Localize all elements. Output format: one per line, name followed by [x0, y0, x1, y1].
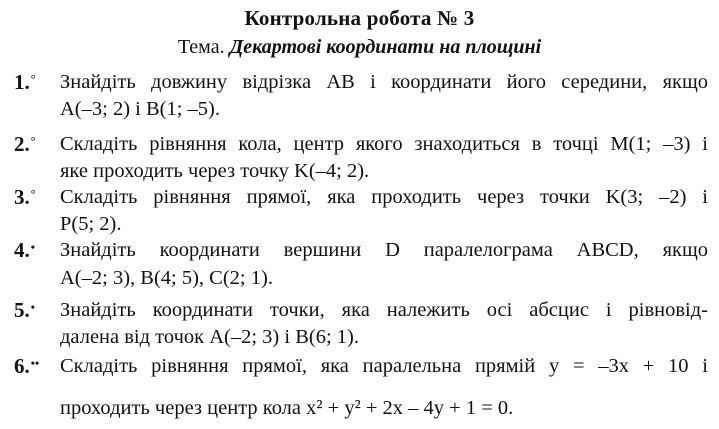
theme-label: Тема.: [177, 36, 225, 58]
task-number: 1.°: [14, 70, 36, 94]
task-line: Складіть рівняння прямої, яка проходить через точки K(3; –2) і: [60, 186, 708, 208]
theme-topic: Декартові координати на площині: [229, 36, 542, 58]
task-number: 4.•: [14, 238, 35, 262]
task-line: A(–2; 3), B(4; 5), C(2; 1).: [60, 267, 273, 289]
page-title: Контрольна робота № 3: [244, 6, 475, 30]
task-line: яке проходить через точку K(–4; 2).: [60, 160, 370, 182]
task-line: A(–3; 2) і B(1; –5).: [60, 98, 220, 120]
task-number: 5.•: [14, 298, 35, 322]
task-line: Знайдіть координати вершини D паралелограма ABCD, якщо: [60, 239, 708, 261]
task-line: Складіть рівняння кола, центр якого знаходиться в точці M(1; –3) і: [60, 133, 708, 155]
theme-line: [0, 36, 719, 59]
task-line: P(5; 2).: [60, 213, 122, 235]
task-number: 2.°: [14, 132, 36, 156]
task-number: 3.°: [14, 185, 36, 209]
task-line: Знайдіть координати точки, яка належить осі абсцис і рівновід-: [60, 299, 708, 321]
task-line: Знайдіть довжину відрізка AB і координати його середини, якщо: [60, 71, 708, 93]
task-line: проходить через центр кола x² + y² + 2x – 4y + 1 = 0.: [60, 397, 514, 419]
task-number: 6.••: [14, 354, 40, 378]
task-line: далена від точок A(–2; 3) і B(6; 1).: [60, 326, 359, 348]
task-line: Складіть рівняння прямої, яка паралельна прямій y = –3x + 10 і: [60, 355, 708, 377]
